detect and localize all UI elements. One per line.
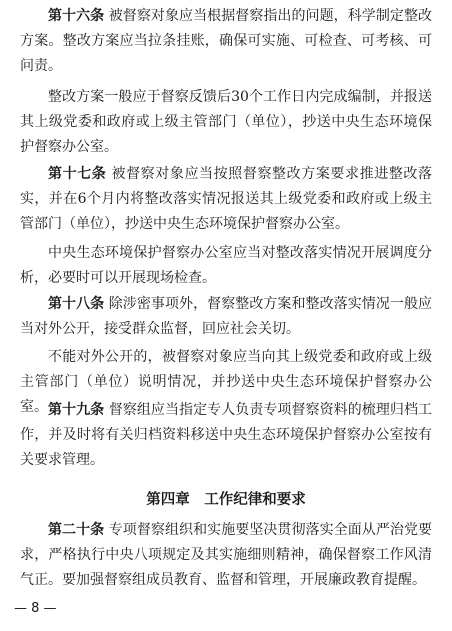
- chapter-heading: 第四章 工作纪律和要求: [146, 492, 306, 508]
- page-number: — 8 —: [14, 601, 57, 616]
- article-19-lead: 第十九条: [48, 402, 105, 418]
- article-20-text: 专项督察组织和实施要坚决贯彻落实全面从严治党要求，严格执行中央八项规定及其实施细则精神，确保督察工作风清气正。要加强督察组成员教育、监督和管理，开展廉政教育提醒。: [20, 522, 433, 588]
- article-17-lead: 第十七条: [48, 166, 107, 182]
- article-19-text: 督察组应当指定专人负责专项督察资料的梳理归档工作，并及时将有关归档资料移送中央生态环境保护督察办公室按有关要求管理。: [20, 402, 433, 468]
- article-20-paragraph: [20, 518, 432, 593]
- article-18-paragraph: [20, 292, 432, 342]
- article-18-text-2: 不能对外公开的，被督察对象应当向其上级党委和政府或上级主管部门（单位）说明情况，并抄送中央生态环境保护督察办公室。: [20, 349, 432, 415]
- article-19-paragraph: [20, 398, 432, 473]
- article-20-lead: 第二十条: [48, 522, 105, 538]
- article-16-paragraph-2: [20, 85, 432, 160]
- article-17-text-2: 中央生态环境保护督察办公室应当对整改落实情况开展调度分析，必要时可以开展现场检查。: [20, 245, 432, 286]
- article-18-text: 除涉密事项外，督察整改方案和整改落实情况一般应当对外公开，接受群众监督，回应社会关切。: [20, 296, 433, 337]
- article-17-paragraph-2: [20, 241, 432, 291]
- article-17-text: 被督察对象应当按照督察整改方案要求推进整改落实，并在6个月内将整改落实情况报送其上级党委和政府或上级主管部门（单位），抄送中央生态环境保护督察办公室。: [20, 166, 433, 232]
- article-17-paragraph: [20, 162, 432, 237]
- article-16-lead: 第十六条: [48, 8, 105, 24]
- article-16-text-2: 整改方案一般应于督察反馈后30个工作日内完成编制，并报送其上级党委和政府或上级主管部门（单位），抄送中央生态环境保护督察办公室。: [20, 89, 432, 155]
- article-16-paragraph: [20, 4, 432, 79]
- article-16-text: 被督察对象应当根据督察指出的问题，科学制定整改方案。整改方案应当拉条挂账，确保可实施、可检查、可考核、可问责。: [20, 8, 433, 74]
- article-18-lead: 第十八条: [48, 296, 105, 312]
